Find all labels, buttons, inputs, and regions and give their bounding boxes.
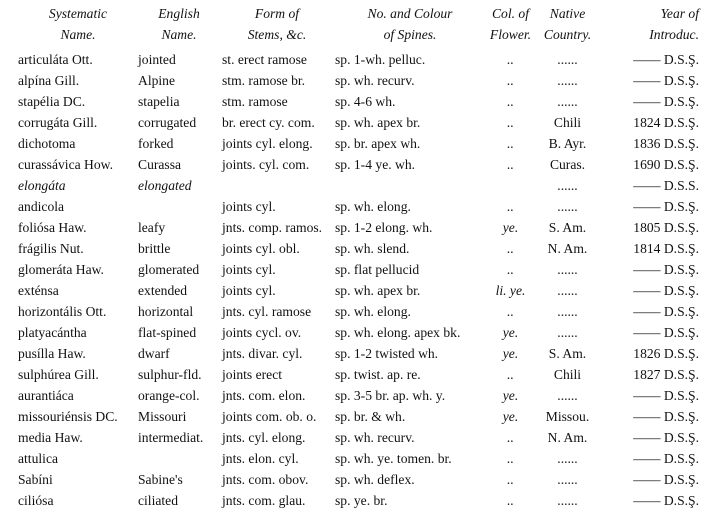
cell-flower: ..	[507, 157, 514, 172]
table-row	[0, 112, 703, 133]
cell-stems: br. erect cy. com.	[222, 115, 315, 130]
cell-spines: sp. wh. elong.	[335, 199, 411, 214]
cell-stems: joints cycl. ov.	[222, 325, 302, 340]
header-systematic-2: Name.	[60, 27, 96, 42]
cell-english: extended	[138, 283, 188, 298]
header-english-2: Name.	[161, 27, 197, 42]
cell-systematic: pusílla Haw.	[18, 346, 86, 361]
cell-spines: sp. br. & wh.	[335, 409, 406, 424]
cell-country: ......	[557, 178, 578, 193]
cell-spines: sp. 1-2 twisted wh.	[335, 346, 439, 361]
table-row	[0, 45, 703, 70]
table-row	[0, 154, 703, 175]
header-systematic: Systematic	[48, 6, 108, 21]
cell-flower: ye.	[502, 346, 519, 361]
cell-year: —— D.S.Ş.	[633, 73, 699, 88]
cell-systematic: frágilis Nut.	[18, 241, 84, 256]
table-row	[0, 91, 703, 112]
cell-stems: jnts. cyl. elong.	[222, 430, 306, 445]
cell-country: ......	[557, 304, 578, 319]
cell-flower: ..	[507, 94, 514, 109]
cell-year: —— D.S.Ş.	[633, 388, 699, 403]
cell-english: forked	[138, 136, 174, 151]
cell-stems: jnts. elon. cyl.	[222, 451, 299, 466]
cell-systematic: corrugáta Gill.	[18, 115, 98, 130]
cell-flower	[486, 175, 535, 196]
cell-systematic: platyacántha	[18, 325, 87, 340]
cell-systematic: dichotoma	[18, 136, 76, 151]
table-row	[0, 490, 703, 511]
cell-spines: sp. 1-wh. pelluc.	[335, 52, 426, 67]
table-row	[0, 70, 703, 91]
cell-country: ......	[557, 388, 578, 403]
cell-english: stapelia	[138, 94, 180, 109]
cell-country: ......	[557, 94, 578, 109]
cell-english: elongated	[138, 178, 192, 193]
cell-flower: ..	[507, 304, 514, 319]
cell-country: Chili	[553, 367, 582, 382]
table-row	[0, 448, 703, 469]
cell-stems: joints cyl. elong.	[222, 136, 313, 151]
cell-spines: sp. ye. br.	[335, 493, 388, 508]
cell-year: 1824 D.S.Ş.	[633, 115, 699, 130]
cell-flower: ..	[507, 52, 514, 67]
cell-spines: sp. wh. slend.	[335, 241, 410, 256]
cell-year: —— D.S.Ş.	[633, 409, 699, 424]
cell-flower: ye.	[502, 220, 519, 235]
table-row	[0, 364, 703, 385]
cell-stems: joints. cyl. com.	[222, 157, 310, 172]
cell-systematic: aurantiáca	[18, 388, 74, 403]
table-row	[0, 343, 703, 364]
cell-english	[138, 448, 220, 469]
cell-english: jointed	[138, 52, 176, 67]
cell-stems: joints cyl.	[222, 262, 276, 277]
cell-english: orange-col.	[138, 388, 200, 403]
cell-spines: sp. wh. elong.	[335, 304, 411, 319]
cell-stems: jnts. com. glau.	[222, 493, 306, 508]
cell-spines: sp. 4-6 wh.	[335, 94, 396, 109]
cell-year: 1827 D.S.Ş.	[633, 367, 699, 382]
cell-stems: joints cyl.	[222, 283, 276, 298]
cell-country: N. Am.	[547, 241, 588, 256]
cell-systematic: attulica	[18, 451, 59, 466]
header-country: Native	[549, 6, 586, 21]
cell-flower: ..	[507, 136, 514, 151]
table-row	[0, 406, 703, 427]
cell-english: Missouri	[138, 409, 187, 424]
cell-flower: ..	[507, 262, 514, 277]
header-flower-2: Flower.	[489, 27, 532, 42]
cell-country: ......	[557, 493, 578, 508]
header-row-2	[0, 24, 703, 45]
cell-stems	[220, 175, 334, 196]
table-row	[0, 175, 703, 196]
cell-country: S. Am.	[548, 220, 587, 235]
cell-stems: st. erect ramose	[222, 52, 307, 67]
cell-year: —— D.S.Ş.	[633, 430, 699, 445]
cell-english: Alpine	[138, 73, 175, 88]
cell-spines: sp. twist. ap. re.	[335, 367, 421, 382]
plant-catalog-table	[0, 3, 703, 511]
cell-country: ......	[557, 283, 578, 298]
table-row	[0, 259, 703, 280]
cell-systematic: foliósa Haw.	[18, 220, 87, 235]
cell-year: —— D.S.Ş.	[633, 52, 699, 67]
cell-spines: sp. 3-5 br. ap. wh. y.	[335, 388, 446, 403]
cell-stems: jnts. com. elon.	[222, 388, 306, 403]
cell-spines: sp. 1-4 ye. wh.	[335, 157, 416, 172]
table-row	[0, 280, 703, 301]
cell-year: 1826 D.S.Ş.	[633, 346, 699, 361]
table-row	[0, 238, 703, 259]
cell-english: leafy	[138, 220, 166, 235]
cell-year: —— D.S.Ş.	[633, 262, 699, 277]
cell-english: glomerated	[138, 262, 200, 277]
cell-year: 1836 D.S.Ş.	[633, 136, 699, 151]
cell-english: sulphur-fld.	[138, 367, 202, 382]
cell-flower: ..	[507, 115, 514, 130]
table-row	[0, 385, 703, 406]
cell-spines: sp. br. apex wh.	[335, 136, 421, 151]
cell-country: B. Ayr.	[548, 136, 587, 151]
table-header	[0, 3, 703, 45]
cell-year: 1690 D.S.Ş.	[633, 157, 699, 172]
cell-country: ......	[557, 325, 578, 340]
cell-year: —— D.S.Ş.	[633, 493, 699, 508]
header-stems-2: Stems, &c.	[247, 27, 307, 42]
cell-english: flat-spined	[138, 325, 197, 340]
cell-stems: jnts. cyl. ramose	[222, 304, 312, 319]
cell-flower: ye.	[502, 325, 519, 340]
cell-systematic: glomeráta Haw.	[18, 262, 104, 277]
cell-flower: ..	[507, 73, 514, 88]
cell-stems: jnts. divar. cyl.	[222, 346, 303, 361]
cell-country: ......	[557, 262, 578, 277]
cell-year: —— D.S.S.	[633, 178, 699, 193]
cell-country: ......	[557, 73, 578, 88]
cell-flower: ye.	[502, 409, 519, 424]
cell-country: Missou.	[545, 409, 590, 424]
cell-spines: sp. wh. apex br.	[335, 283, 421, 298]
cell-spines: sp. wh. deflex.	[335, 472, 415, 487]
header-stems: Form of	[254, 6, 300, 21]
cell-year: —— D.S.Ş.	[633, 304, 699, 319]
cell-year: 1814 D.S.Ş.	[633, 241, 699, 256]
cell-flower: ..	[507, 472, 514, 487]
cell-stems: joints com. ob. o.	[222, 409, 317, 424]
header-flower: Col. of	[491, 6, 529, 21]
cell-flower: li. ye.	[495, 283, 526, 298]
cell-country: N. Am.	[547, 430, 588, 445]
cell-english: ciliated	[138, 493, 179, 508]
header-year: Year of	[660, 6, 699, 21]
cell-stems: stm. ramose	[222, 94, 288, 109]
cell-spines	[334, 175, 486, 196]
cell-systematic: exténsa	[18, 283, 59, 298]
cell-english: intermediat.	[138, 430, 204, 445]
cell-flower: ..	[507, 199, 514, 214]
cell-systematic: articuláta Ott.	[18, 52, 93, 67]
cell-country: S. Am.	[548, 346, 587, 361]
cell-spines: sp. wh. apex br.	[335, 115, 421, 130]
cell-systematic: media Haw.	[18, 430, 83, 445]
cell-country: ......	[557, 199, 578, 214]
cell-flower: ..	[507, 367, 514, 382]
cell-english	[138, 196, 220, 217]
cell-systematic: andicola	[18, 199, 65, 214]
cell-english: Curassa	[138, 157, 182, 172]
cell-systematic: curassávica How.	[18, 157, 113, 172]
cell-year: —— D.S.Ş.	[633, 472, 699, 487]
table-row	[0, 301, 703, 322]
cell-systematic: horizontális Ott.	[18, 304, 107, 319]
table-row	[0, 196, 703, 217]
cell-stems: stm. ramose br.	[222, 73, 306, 88]
cell-systematic: missouriénsis DC.	[18, 409, 118, 424]
cell-country: Curas.	[549, 157, 586, 172]
cell-systematic: elongáta	[18, 178, 66, 193]
header-year-2: Introduc.	[649, 27, 699, 42]
cell-spines: sp. flat pellucid	[335, 262, 420, 277]
cell-systematic: stapélia DC.	[18, 94, 86, 109]
cell-year: —— D.S.Ş.	[633, 325, 699, 340]
table-row	[0, 322, 703, 343]
cell-english: brittle	[138, 241, 171, 256]
header-row-1	[0, 3, 703, 24]
cell-spines: sp. wh. ye. tomen. br.	[335, 451, 452, 466]
cell-flower: ..	[507, 493, 514, 508]
cell-country: Chili	[553, 115, 582, 130]
cell-systematic: ciliósa	[18, 493, 54, 508]
table-row	[0, 217, 703, 238]
cell-english: dwarf	[138, 346, 170, 361]
cell-spines: sp. wh. recurv.	[335, 430, 415, 445]
cell-english: corrugated	[138, 115, 197, 130]
cell-year: —— D.S.Ş.	[633, 451, 699, 466]
table-body	[0, 45, 703, 511]
cell-country: ......	[557, 52, 578, 67]
cell-year: —— D.S.Ş.	[633, 94, 699, 109]
cell-year: 1805 D.S.Ş.	[633, 220, 699, 235]
cell-year: —— D.S.Ş.	[633, 283, 699, 298]
cell-spines: sp. wh. recurv.	[335, 73, 415, 88]
header-country-2: Country.	[543, 27, 592, 42]
cell-stems: jnts. comp. ramos.	[222, 220, 323, 235]
table-row	[0, 133, 703, 154]
cell-stems: joints cyl.	[222, 199, 276, 214]
header-english: English	[158, 6, 200, 21]
cell-spines: sp. 1-2 elong. wh.	[335, 220, 433, 235]
cell-english: horizontal	[138, 304, 194, 319]
cell-flower: ..	[507, 451, 514, 466]
table-row	[0, 427, 703, 448]
cell-english: Sabine's	[138, 472, 183, 487]
cell-stems: joints erect	[222, 367, 283, 382]
cell-flower: ye.	[502, 388, 519, 403]
cell-country: ......	[557, 451, 578, 466]
cell-flower: ..	[507, 430, 514, 445]
cell-stems: joints cyl. obl.	[222, 241, 300, 256]
cell-systematic: sulphúrea Gill.	[18, 367, 99, 382]
cell-year: —— D.S.Ş.	[633, 199, 699, 214]
cell-stems: jnts. com. obov.	[222, 472, 309, 487]
cell-country: ......	[557, 472, 578, 487]
table-row	[0, 469, 703, 490]
cell-systematic: alpína Gill.	[18, 73, 80, 88]
cell-flower: ..	[507, 241, 514, 256]
header-spines-2: of Spines.	[383, 27, 437, 42]
header-spines: No. and Colour	[367, 6, 453, 21]
cell-systematic: Sabíni	[18, 472, 53, 487]
cell-spines: sp. wh. elong. apex bk.	[335, 325, 461, 340]
